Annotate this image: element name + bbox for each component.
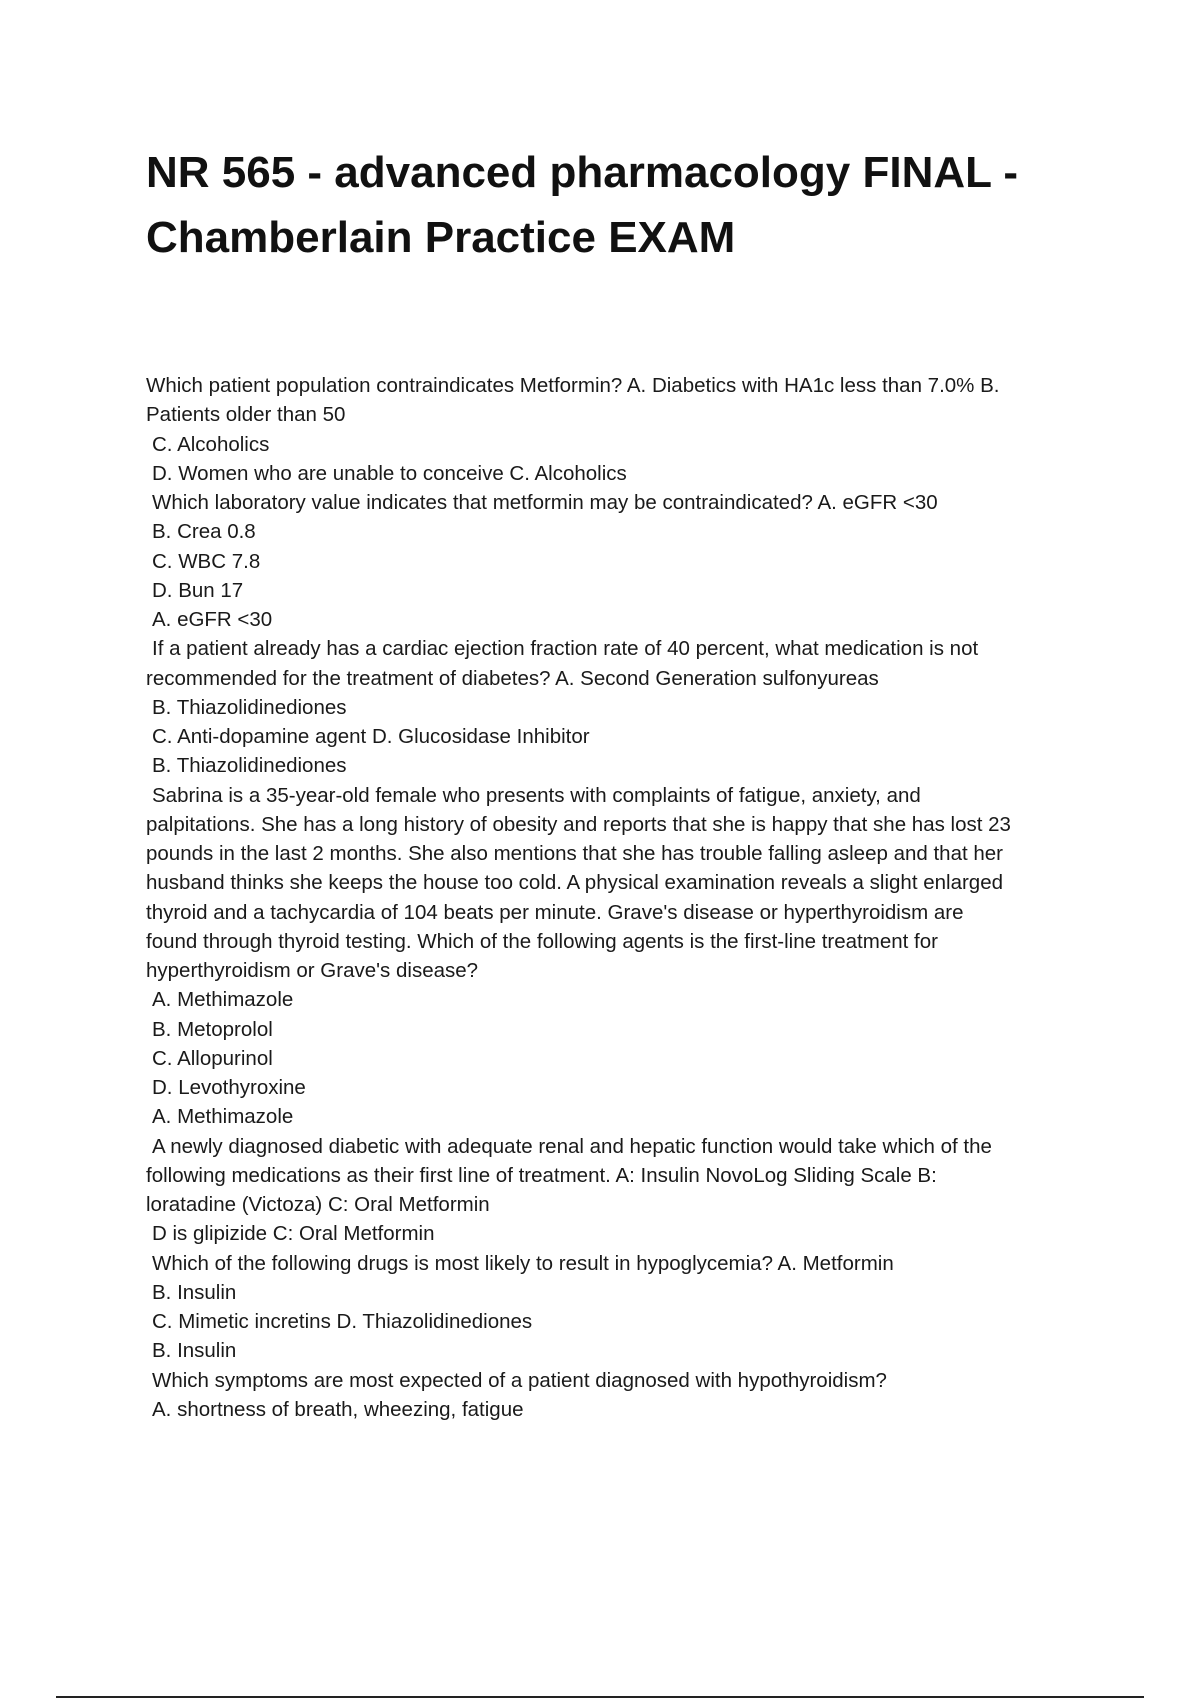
correct-answer: A. Methimazole [152, 1105, 294, 1129]
question-text: Which laboratory value indicates that metformin may be contraindicated? A. eGFR <30 [152, 491, 938, 514]
body-line: Patients older than 50 [146, 403, 346, 427]
title-line-2: Chamberlain Practice EXAM [146, 213, 736, 262]
question-text: following medications as their first line of treatment. A: Insulin NovoLog Sliding Scale B: [146, 1163, 937, 1187]
answer-option: C. Mimetic incretins D. Thiazolidinediones [152, 1310, 533, 1333]
question-text: palpitations. She has a long history of obesity and reports that she is happy that she has lost 23 [146, 812, 1011, 836]
question-text: Which symptoms are most expected of a patient diagnosed with hypothyroidism? [152, 1368, 887, 1392]
answer-option: B. Insulin [152, 1280, 237, 1304]
question-text: husband thinks she keeps the house too cold. A physical examination reveals a slight enlarged [146, 871, 1003, 895]
correct-answer: A. eGFR <30 [152, 608, 273, 631]
question-text: If a patient already has a cardiac ejection fraction rate of 40 percent, what medication is not [152, 637, 979, 661]
question-text: recommended for the treatment of diabetes? A. Second Generation sulfonyureas [146, 666, 879, 690]
question-text: pounds in the last 2 months. She also mentions that she has trouble falling asleep and that her [146, 842, 1003, 865]
question-text: Which of the following drugs is most likely to result in hypoglycemia? A. Metformin [152, 1251, 894, 1275]
correct-answer: D is glipizide C: Oral Metformin [152, 1222, 435, 1246]
answer-option: C. Allopurinol [152, 1046, 273, 1070]
answer-option: C. Alcoholics [152, 432, 270, 456]
exam-body [146, 371, 1106, 1424]
question-text: loratadine (Victoza) C: Oral Metformin [146, 1193, 490, 1216]
question-text: hyperthyroidism or Grave's disease? [146, 959, 479, 982]
page-bottom-divider [56, 1696, 1144, 1698]
correct-answer: B. Thiazolidinediones [152, 754, 347, 778]
page-title [146, 140, 1106, 270]
question-text: Sabrina is a 35-year-old female who presents with complaints of fatigue, anxiety, and [152, 783, 921, 807]
answer-option: B. Crea 0.8 [152, 520, 256, 544]
answer-option: A. shortness of breath, wheezing, fatigue [152, 1397, 524, 1421]
answer-option: A. Methimazole [152, 988, 294, 1012]
question-text: A newly diagnosed diabetic with adequate renal and hepatic function would take which of the [152, 1134, 992, 1158]
answer-option: C. Anti-dopamine agent D. Glucosidase Inhibitor [152, 725, 590, 748]
answer-option: D. Women who are unable to conceive C. Alcoholics [152, 461, 627, 485]
correct-answer: B. Insulin [152, 1339, 237, 1363]
answer-option: B. Metoprolol [152, 1017, 273, 1041]
title-line-1: NR 565 - advanced pharmacology FINAL - [146, 148, 1019, 197]
answer-option: B. Thiazolidinediones [152, 695, 347, 719]
question-text: found through thyroid testing. Which of the following agents is the first-line treatment for [146, 929, 938, 953]
body-line: Which patient population contraindicates Metformin? A. Diabetics with HA1c less than 7.0% B. [146, 374, 1000, 397]
answer-option: D. Levothyroxine [152, 1076, 306, 1099]
answer-option: D. Bun 17 [152, 578, 244, 602]
answer-option: C. WBC 7.8 [152, 549, 261, 573]
question-text: thyroid and a tachycardia of 104 beats per minute. Grave's disease or hyperthyroidism are [146, 900, 964, 924]
